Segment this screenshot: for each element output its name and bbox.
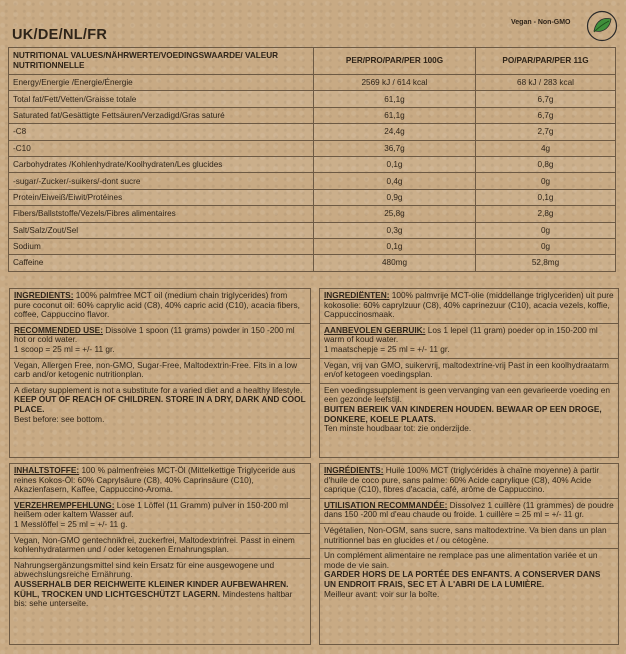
table-row [9, 107, 616, 123]
nutrient-name: Carbohydrates /Kohlenhydrate/Koolhydraten/Les glucides [9, 156, 314, 172]
nutrient-name: Fibers/Ballststoffe/Vezels/Fibres alimentaires [9, 206, 314, 222]
nutrient-name: Energy/Energie /Energie/Énergie [9, 75, 314, 91]
english-info-box [9, 288, 311, 458]
use-text-scoop: 1 Messlöffel = 25 ml = +/- 11 g. [14, 518, 128, 529]
storage-warning: GARDER HORS DE LA PORTÉE DES ENFANTS. A CONSERVER DANS UN ENDROIT FRAIS, SEC ET À L'ABRI DE LA LUMIÈRE. [324, 569, 601, 589]
ingredients-text: 100% palmfree MCT oil (medium chain triglycerides) from pure coconut oil: 60% caprylic acid (C8), 40% capric acid (C10), acacia fibers, coffee, Cappuccino flavor. [14, 290, 300, 320]
value-100g: 24,4g [314, 124, 476, 140]
de-diet [10, 534, 310, 559]
table-row [9, 238, 616, 254]
value-100g: 61,1g [314, 107, 476, 123]
value-11g: 52,8mg [476, 255, 616, 271]
en-ingredients [10, 289, 310, 324]
de-recommended-use [10, 499, 310, 534]
fr-diet [320, 524, 618, 549]
diet-text: Vegan, Non-GMO gentechnikfrei, zuckerfrei, Maltodextrinfrei. Passt in einem kohlenhydratarmen und / oder ketogenen Ernahrungsplan. [14, 534, 295, 555]
nutrient-name: -C8 [9, 124, 314, 140]
fr-recommended-use [320, 499, 618, 524]
table-row [9, 75, 616, 91]
nutrition-table [8, 47, 616, 272]
ingredients-label: INGREDIENTS: [14, 290, 74, 300]
dutch-info-box [319, 288, 619, 458]
fr-warnings [320, 549, 618, 602]
nl-warnings [320, 384, 618, 437]
en-warnings [10, 384, 310, 427]
use-text: Dissolvez 1 cuillère (11 grammes) de poudre dans 150 -200 ml d'eau chaude ou froide. 1 cuillère = 25 ml = +/- 11 gr. [324, 499, 614, 520]
nl-recommended-use [320, 324, 618, 359]
ingredients-text: 100 % palmenfreies MCT-Öl (Mittelkettige Triglyceride aus reines Kokos-Öl: 60% Caprylsäure (C8), 40% Caprinsäure (C10), Akazienfasern, Kaffee, Cappuccino-Aroma. [14, 465, 296, 495]
table-row [9, 173, 616, 189]
use-text: Lose 1 Löffel (11 Gramm) pulver in 150-200 ml heißem oder kaltem Wasser auf. [14, 499, 289, 520]
value-100g: 0,1g [314, 238, 476, 254]
warning-text: Nahrungsergänzungsmittel sind kein Ersatz für eine ausgewogene und abwechslungsreiche Ernährung. [14, 559, 275, 580]
nutrient-name: -C10 [9, 140, 314, 156]
ingredients-label: INGRÉDIENTS: [324, 465, 384, 475]
value-11g: 2,7g [476, 124, 616, 140]
value-100g: 25,8g [314, 206, 476, 222]
value-11g: 2,8g [476, 206, 616, 222]
value-100g: 0,9g [314, 189, 476, 205]
de-warnings [10, 559, 310, 612]
value-11g: 6,7g [476, 91, 616, 107]
storage-warning: KEEP OUT OF REACH OF CHILDREN. STORE IN A DRY, DARK AND COOL PLACE. [14, 394, 306, 414]
language-header: UK/DE/NL/FR [12, 27, 108, 43]
leaf-icon [586, 10, 618, 42]
warning-text: Een voedingssupplement is geen vervanging van een gevarieerde voeding en een gezonde leefstijl. [324, 384, 610, 405]
nutrient-name: Sodium [9, 238, 314, 254]
french-info-box [319, 463, 619, 645]
value-11g: 6,7g [476, 107, 616, 123]
use-text-scoop: 1 scoop = 25 ml = +/- 11 gr. [14, 343, 115, 354]
nl-diet [320, 359, 618, 384]
nutrient-name: Salt/Salz/Zout/Sel [9, 222, 314, 238]
value-100g: 36,7g [314, 140, 476, 156]
use-text: Dissolve 1 spoon (11 grams) powder in 150 -200 ml hot or cold water. [14, 324, 295, 345]
warning-text: A dietary supplement is not a substitute for a varied diet and a healthy lifestyle. [14, 384, 303, 395]
nutrient-name: -sugar/-Zucker/-suikers/-dont sucre [9, 173, 314, 189]
header-per-100g: PER/PRO/PAR/PER 100G [314, 48, 476, 75]
value-11g: 68 kJ / 283 kcal [476, 75, 616, 91]
use-label: AANBEVOLEN GEBRUIK: [324, 324, 426, 335]
table-row [9, 156, 616, 172]
warning-text: Un complément alimentaire ne remplace pas une alimentation variée et un mode de vie sain. [324, 550, 598, 570]
value-11g: 0g [476, 173, 616, 189]
value-100g: 0,3g [314, 222, 476, 238]
nl-ingredients [320, 289, 618, 324]
nutrient-name: Saturated fat/Gesättigte Fettsäuren/Verzadigd/Gras saturé [9, 107, 314, 123]
use-label: VERZEHREMPFEHLUNG: [14, 499, 115, 510]
fr-ingredients [320, 464, 618, 499]
use-label: RECOMMENDED USE: [14, 324, 103, 335]
ingredients-text: 100% palmvrije MCT-olie (middellange triglyceriden) uit pure kokosolie: 60% caprylzuur (C8), 40% caprinezuur (C10), acacia vezels, koffie, Cappuccinosmaak. [324, 290, 614, 320]
best-before: Ten minste houdbaar tot: zie onderzijde. [324, 423, 472, 434]
table-row [9, 206, 616, 222]
table-row [9, 140, 616, 156]
header-per-11g: PO/PAR/PAR/PER 11G [476, 48, 616, 75]
value-100g: 480mg [314, 255, 476, 271]
value-100g: 0,4g [314, 173, 476, 189]
value-11g: 0g [476, 238, 616, 254]
value-100g: 2569 kJ / 614 kcal [314, 75, 476, 91]
de-ingredients [10, 464, 310, 499]
use-text-scoop: 1 maatschepje = 25 ml = +/- 11 gr. [324, 343, 450, 354]
value-11g: 0,1g [476, 189, 616, 205]
table-row [9, 255, 616, 271]
nutrient-name: Protein/Eiweiß/Eiwit/Protéines [9, 189, 314, 205]
nutrient-name: Caffeine [9, 255, 314, 271]
ingredients-text: Huile 100% MCT (triglycérides à chaîne moyenne) à partir d'huile de coco pure, sans palme: 60% Acide caprylique (C8), 40% Acide caprique (C10), fibres d'acacia, café, arôme de Cappuccino. [324, 465, 600, 495]
diet-text: Végétalien, Non-OGM, sans sucre, sans maltodextrine. Va bien dans un plan nutritionnel bas en glucides et / ou cétogène. [324, 524, 607, 545]
value-100g: 61,1g [314, 91, 476, 107]
german-info-box [9, 463, 311, 645]
best-before: Best before: see bottom. [14, 413, 105, 424]
table-header-row [9, 48, 616, 75]
storage-warning: AUSSERHALB DER REICHWEITE KLEINER KINDER AUFBEWAHREN. KÜHL, TROCKEN UND LICHTGESCHÜTZT LAGERN. [14, 578, 289, 599]
vegan-badge: Vegan - Non-GMO [511, 19, 571, 26]
table-row [9, 91, 616, 107]
table-row [9, 124, 616, 140]
en-recommended-use [10, 324, 310, 359]
use-label: UTILISATION RECOMMANDÉE: [324, 499, 448, 510]
best-before: Meilleur avant: voir sur la boîte. [324, 588, 440, 599]
header-nutrient: NUTRITIONAL VALUES/NÄHRWERTE/VOEDINGSWAARDE/ VALEUR NUTRITIONNELLE [9, 48, 314, 75]
nutrient-name: Total fat/Fett/Vetten/Graisse totale [9, 91, 314, 107]
ingredients-label: INGREDIËNTEN: [324, 290, 390, 300]
ingredients-label: INHALTSTOFFE: [14, 465, 80, 475]
en-diet [10, 359, 310, 384]
storage-warning: BUITEN BEREIK VAN KINDEREN HOUDEN. BEWAAR OP EEN DROGE, DONKERE, KOELE PLAATS. [324, 403, 602, 424]
table-row [9, 189, 616, 205]
value-100g: 0,1g [314, 156, 476, 172]
diet-text: Vegan, vrij van GMO, suikervrij, maltodextrine-vrij Past in een koolhydraatarm en/of ketogeen voedingsplan. [324, 359, 609, 380]
table-row [9, 222, 616, 238]
use-text: Los 1 lepel (11 gram) poeder op in 150-200 ml warm of koud water. [324, 324, 598, 345]
value-11g: 4g [476, 140, 616, 156]
value-11g: 0,8g [476, 156, 616, 172]
value-11g: 0g [476, 222, 616, 238]
best-before: Mindestens haltbar bis: sehe unterseite. [14, 588, 293, 609]
diet-text: Vegan, Allergen Free, non-GMO, Sugar-Free, Maltodextrin-Free. Fits in a low carb and/or ketogenic nutritionplan. [14, 359, 298, 380]
